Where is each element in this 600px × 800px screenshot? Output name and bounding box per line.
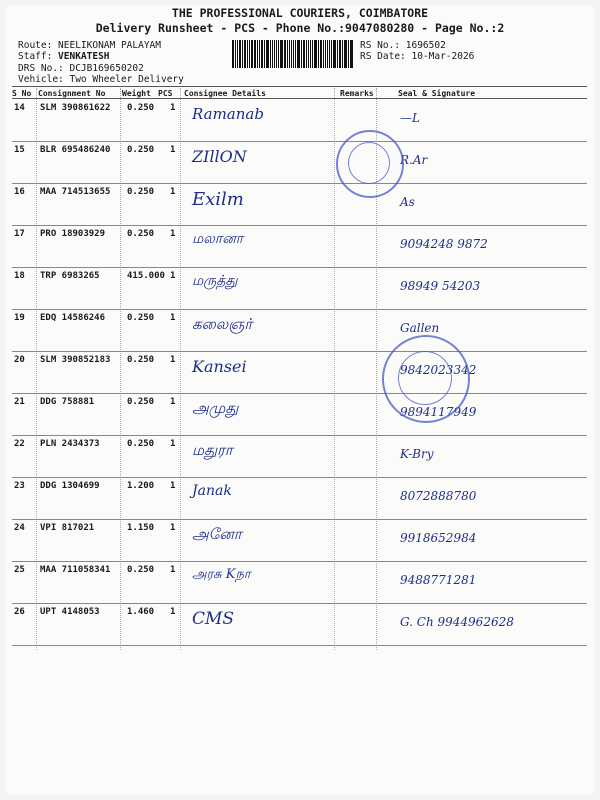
serial-number: 25 (14, 565, 25, 575)
weight-value: 0.250 (127, 103, 155, 113)
consignment-number: PRO 18903929 (40, 229, 106, 239)
pcs-value: 1 (170, 523, 176, 533)
weight-value: 1.460 (127, 607, 155, 617)
pcs-value: 1 (170, 481, 176, 491)
runsheet-page (6, 6, 594, 794)
consignment-number: DDG 1304699 (40, 481, 100, 491)
runsheet-subtitle: Delivery Runsheet - PCS - Phone No.:9047080280 - Page No.:2 (95, 21, 505, 35)
weight-value: 0.250 (127, 145, 155, 155)
serial-number: 23 (14, 481, 25, 491)
staff-line: Staff: VENKATESH (18, 51, 110, 62)
consignment-number: EDQ 14586246 (40, 313, 106, 323)
consignee-handwriting: அனோ (192, 525, 242, 543)
col-divider (36, 88, 37, 650)
col-sno: S No (12, 89, 32, 98)
weight-value: 1.200 (127, 481, 155, 491)
row-rule (12, 561, 587, 562)
serial-number: 17 (14, 229, 25, 239)
pcs-value: 1 (170, 397, 176, 407)
row-rule (12, 141, 587, 142)
pcs-value: 1 (170, 439, 176, 449)
weight-value: 0.250 (127, 229, 155, 239)
pcs-value: 1 (170, 355, 176, 365)
row-rule (12, 351, 587, 352)
consignment-number: BLR 695486240 (40, 145, 111, 155)
weight-value: 1.150 (127, 523, 155, 533)
serial-number: 20 (14, 355, 25, 365)
signature-handwriting: R.Ar (400, 153, 428, 167)
pcs-value: 1 (170, 229, 176, 239)
consignment-number: SLM 390861622 (40, 103, 111, 113)
weight-value: 0.250 (127, 439, 155, 449)
consignment-number: PLN 2434373 (40, 439, 100, 449)
weight-value: 0.250 (127, 565, 155, 575)
courier-seal-stamp (336, 130, 404, 198)
pcs-value: 1 (170, 313, 176, 323)
weight-value: 0.250 (127, 313, 155, 323)
consignee-handwriting: மலானா (192, 231, 244, 247)
pcs-value: 1 (170, 565, 176, 575)
signature-handwriting: 9842023342 (400, 363, 477, 377)
signature-handwriting: K-Bry (400, 447, 434, 461)
serial-number: 26 (14, 607, 25, 617)
signature-handwriting: 9894117949 (400, 405, 477, 419)
pcs-value: 1 (170, 145, 176, 155)
consignee-handwriting: அமுது (192, 399, 239, 417)
company-title: THE PROFESSIONAL COURIERS, COIMBATORE (171, 6, 429, 20)
consignment-number: MAA 714513655 (40, 187, 111, 197)
signature-handwriting: 9094248 9872 (400, 237, 488, 251)
row-rule (12, 477, 587, 478)
weight-value: 0.250 (127, 355, 155, 365)
row-rule (12, 435, 587, 436)
barcode (232, 40, 354, 68)
pcs-value: 1 (170, 187, 176, 197)
consignment-number: MAA 711058341 (40, 565, 111, 575)
table-top-rule (12, 86, 587, 87)
signature-handwriting: 9488771281 (400, 573, 477, 587)
rs-number: RS No.: 1696502 (360, 40, 446, 51)
col-pcs: PCS (158, 89, 173, 98)
col-weight: Weight (122, 89, 151, 98)
consignee-handwriting: மருத்து (192, 273, 238, 289)
consignment-number: TRP 6983265 (40, 271, 100, 281)
col-consignment: Consignment No (38, 89, 106, 98)
weight-value: 0.250 (127, 397, 155, 407)
weight-value: 0.250 (127, 187, 155, 197)
consignment-number: SLM 390852183 (40, 355, 111, 365)
consignment-number: DDG 758881 (40, 397, 95, 407)
row-rule (12, 519, 587, 520)
serial-number: 24 (14, 523, 25, 533)
pcs-value: 1 (170, 271, 176, 281)
weight-value: 415.000 (127, 271, 165, 281)
rs-date: RS Date: 10-Mar-2026 (360, 51, 475, 62)
serial-number: 22 (14, 439, 25, 449)
signature-handwriting: Gallen (400, 321, 440, 335)
signature-handwriting: G. Ch 9944962628 (400, 615, 514, 629)
vehicle-label: Vehicle: Two Wheeler Delivery (18, 74, 184, 85)
consignee-handwriting: Kansei (192, 357, 247, 376)
staff-name: VENKATESH (58, 51, 110, 62)
consignment-number: VPI 817021 (40, 523, 95, 533)
consignee-handwriting: Janak (192, 483, 232, 499)
row-rule (12, 645, 587, 646)
signature-handwriting: 8072888780 (400, 489, 477, 503)
row-rule (12, 393, 587, 394)
serial-number: 14 (14, 103, 25, 113)
col-divider (334, 88, 335, 650)
row-rule (12, 309, 587, 310)
consignment-number: UPT 4148053 (40, 607, 100, 617)
col-divider (180, 88, 181, 650)
consignee-handwriting: அரசு Kநா (192, 567, 251, 582)
serial-number: 15 (14, 145, 25, 155)
consignee-handwriting: கலைஞர் (192, 315, 253, 333)
consignee-handwriting: மதுரா (192, 441, 233, 459)
row-rule (12, 183, 587, 184)
row-rule (12, 225, 587, 226)
consignee-handwriting: Exilm (192, 189, 244, 210)
row-rule (12, 267, 587, 268)
signature-handwriting: —L (400, 111, 420, 125)
col-remarks: Remarks (340, 89, 374, 98)
signature-handwriting: 9918652984 (400, 531, 477, 545)
pcs-value: 1 (170, 103, 176, 113)
pcs-value: 1 (170, 607, 176, 617)
drs-number: DRS No.: DCJB169650202 (18, 63, 144, 74)
consignee-handwriting: CMS (192, 609, 235, 629)
serial-number: 19 (14, 313, 25, 323)
col-consignee: Consignee Details (184, 89, 266, 98)
signature-handwriting: As (400, 195, 415, 209)
col-divider (120, 88, 121, 650)
route-label: Route: NEELIKONAM PALAYAM (18, 40, 161, 51)
company-seal-stamp (382, 335, 470, 423)
serial-number: 21 (14, 397, 25, 407)
col-seal-signature: Seal & Signature (398, 89, 476, 98)
serial-number: 18 (14, 271, 25, 281)
signature-handwriting: 98949 54203 (400, 279, 481, 293)
row-rule (12, 603, 587, 604)
consignee-handwriting: ZIllON (192, 147, 247, 166)
header-rule (12, 98, 587, 99)
consignee-handwriting: Ramanab (192, 105, 264, 123)
serial-number: 16 (14, 187, 25, 197)
